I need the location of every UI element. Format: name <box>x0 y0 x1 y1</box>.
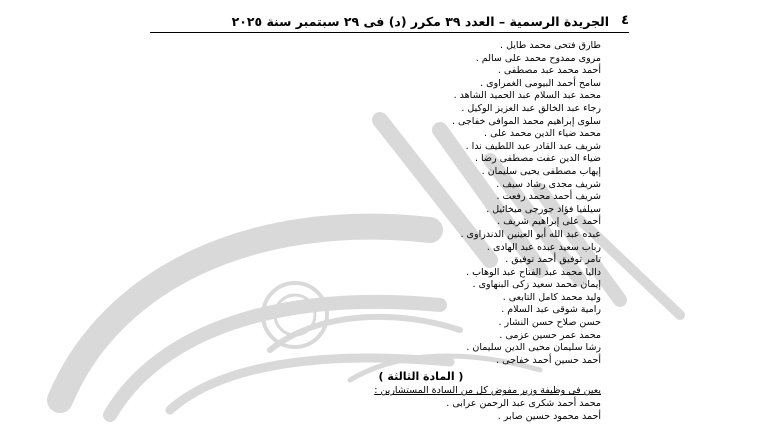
list-item: سلوى إبراهيم محمد الموافى خفاجى . <box>451 115 601 127</box>
list-item: أحمد على إبراهيم شريف . <box>497 216 601 228</box>
list-item: أحمد حسين أحمد خفاجى . <box>496 354 601 366</box>
list-item: سيلفيا فؤاد جورجى ميخائيل . <box>486 203 601 215</box>
list-item: حسن صلاح حسن النشار . <box>498 317 601 329</box>
list-item: شريف عبد القادر عبد اللطيف ندا . <box>465 140 601 152</box>
document-body <box>241 40 601 423</box>
article-intro: يعين فى وظيفة وزير مفوض كل من السادة المستشارين : <box>374 385 601 397</box>
list-item: أحمد محمد عبد مصطفى . <box>497 65 601 77</box>
list-item: ضياء الدين عفت مصطفى رضا . <box>474 153 601 165</box>
list-item: رشا سليمان محيى الدين سليمان . <box>466 342 601 354</box>
list-item: شريف مجدى رشاد سيف . <box>496 178 601 190</box>
list-item: عبده عبد الله أبو العينين الدندراوى . <box>460 228 601 240</box>
list-item: إيهاب مصطفى يحيى سليمان . <box>481 165 601 177</box>
list-item: محمد ضياء الدين محمد على . <box>484 128 601 140</box>
page-header <box>150 10 629 33</box>
list-item: رامية شوقى عبد السلام . <box>501 304 601 316</box>
list-item: طارق فتحى محمد طايل . <box>500 40 601 51</box>
list-item: وليد محمد كامل التابعى . <box>502 291 601 303</box>
list-item: شريف أحمد محمد رفعت . <box>496 191 601 203</box>
list-item: تامر توفيق أحمد توفيق . <box>505 254 601 266</box>
list-item: سامح أحمد البيومى الغمراوى . <box>480 77 601 89</box>
page-number: ٤ <box>621 13 629 28</box>
list-item: محمد عبد السلام عبد الحميد الشاهد . <box>453 90 601 102</box>
list-item: أحمد محمود حسين صابر . <box>497 410 601 422</box>
article-heading: ( المادة الثالثة ) <box>378 370 464 384</box>
names-list <box>241 40 601 367</box>
header-title: الجريدة الرسمية – العدد ٣٩ مكرر (د) فى ٢٩ سبتمبر سنة ٢٠٢٥ <box>231 14 609 29</box>
list-item: محمد أحمد شكرى عبد الرحمن عرابى . <box>446 398 601 410</box>
list-item: إيمان محمد سعيد زكى البنهاوى . <box>472 279 601 291</box>
list-item: رباب سعيد عبده عبد الهادى . <box>486 241 601 253</box>
list-item: مروى ممدوح محمد على سالم . <box>475 52 601 64</box>
list-item: داليا محمد عبد الفتاح عبد الوهاب . <box>466 266 601 278</box>
list-item: رجاء عبد الخالق عبد العزيز الوكيل . <box>461 102 601 114</box>
list-item: محمد عمر حسين عزمى . <box>499 329 601 341</box>
